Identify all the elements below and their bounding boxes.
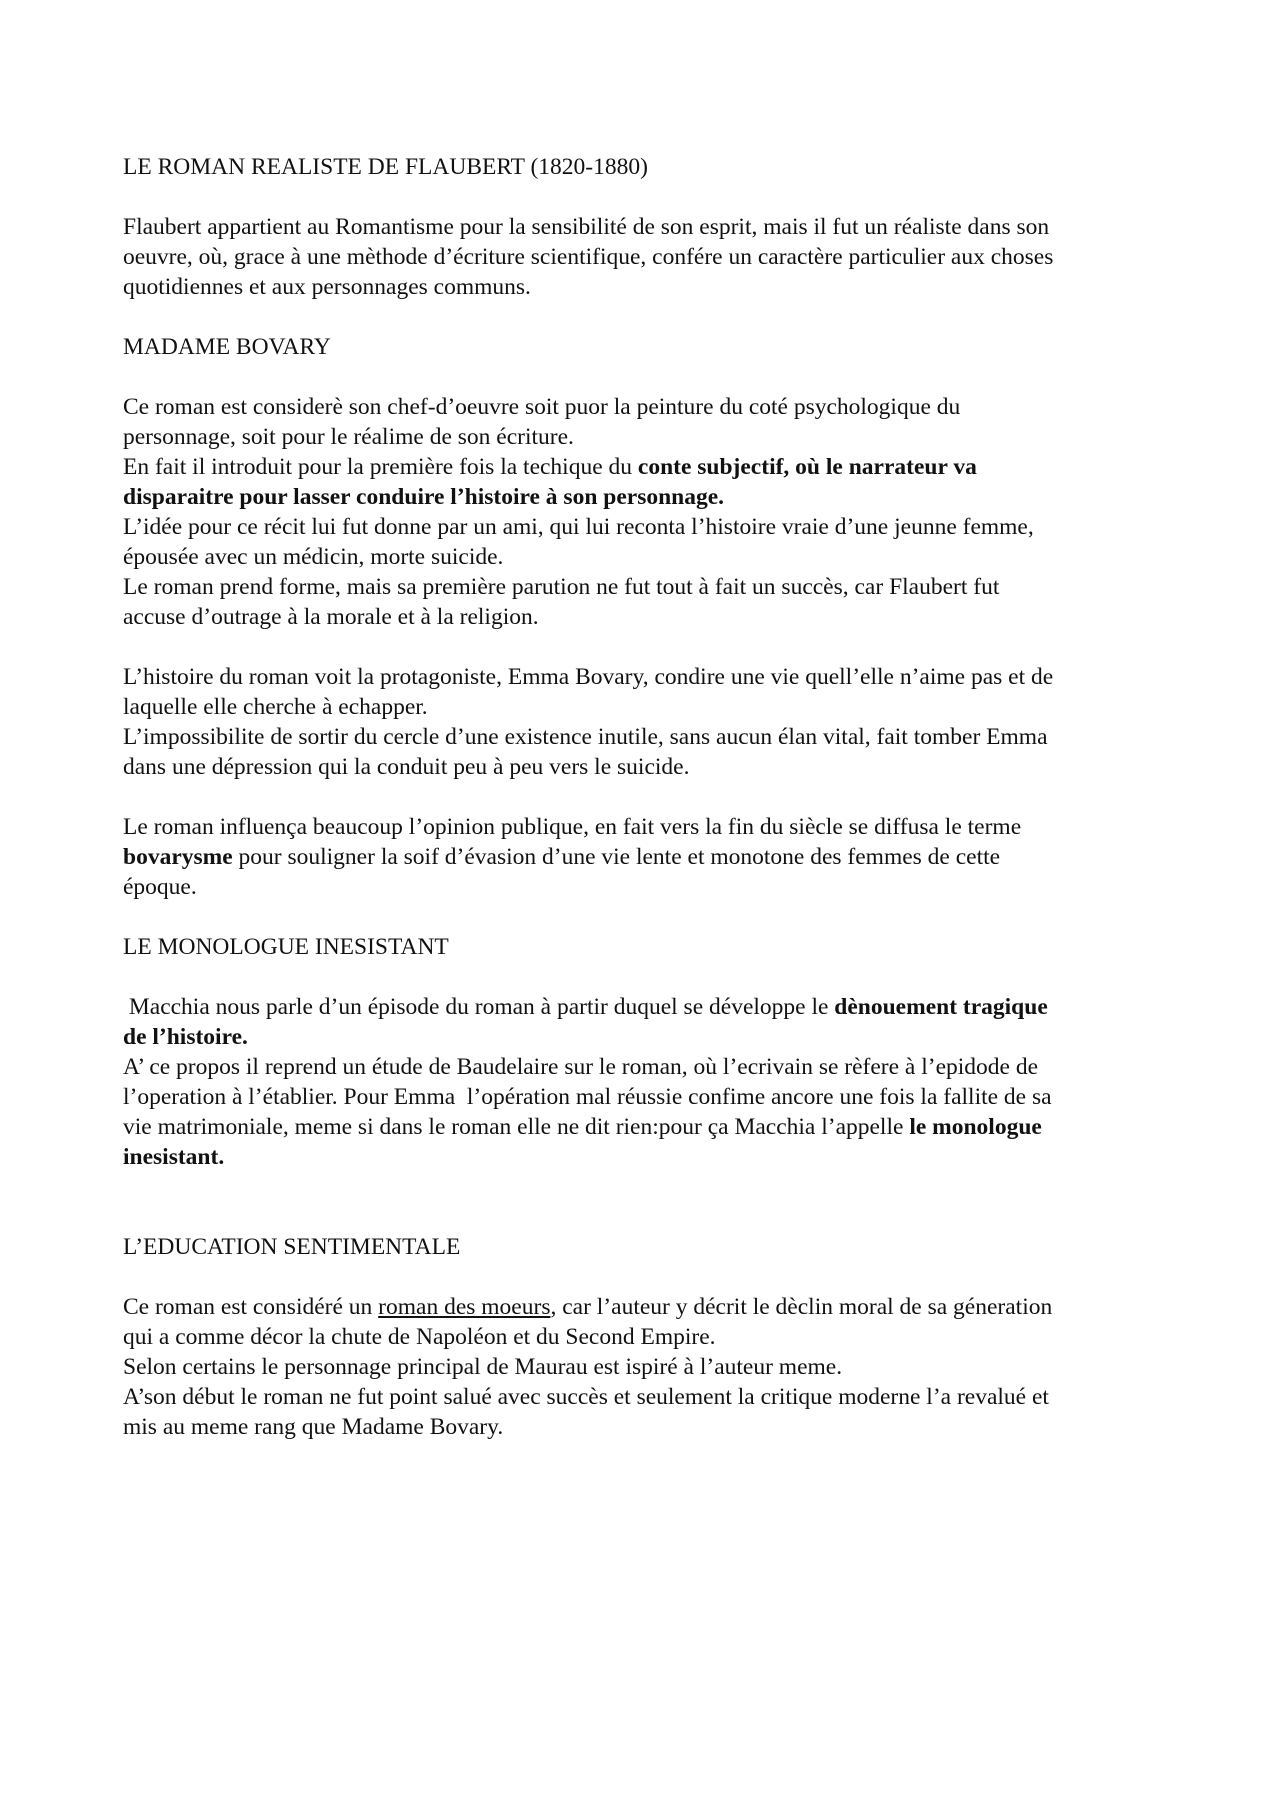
bovary-paragraph-3: Le roman influença beaucoup l’opinion publique, en fait vers la fin du siècle se diffusa le terme bovarysme pour souligner la soif d’évasion d’une vie lente et monotone des femmes de cette époque. — [123, 814, 1022, 900]
document-page — [123, 152, 1163, 1442]
education-paragraph: Ce roman est considéré un roman des moeurs, car l’auteur y décrit le dèclin moral de sa géneration qui a comme décor la chute de Napoléon et du Second Empire. Selon certains le personnage principal de Maurau est ispiré à l’auteur meme. A’son début le roman ne fut point salué avec succès et seulement la critique moderne l’a revalué et mis au meme rang que Madame Bovary. — [123, 1294, 1053, 1440]
monologue-paragraph: Macchia nous parle d’un épisode du roman à partir duquel se développe le dènouement tragique de l’histoire. A’ ce propos il reprend un étude de Baudelaire sur le roman, où l’ecrivain se rèfere à l’epidode de l’operation à l’établier. Pour Emma l’opération mal réussie confime ancore une fois la fallite de sa vie matrimoniale, meme si dans le roman elle ne dit rien:pour ça Macchia l’appelle le monologue inesistant. — [123, 994, 1052, 1170]
section-heading-education: L’EDUCATION SENTIMENTALE — [123, 1234, 461, 1260]
bovary-paragraph-1: Ce roman est considerè son chef-d’oeuvre soit puor la peinture du coté psychologique du personnage, soit pour le réalime de son écriture. En fait il introduit pour la première fois la techique du conte subjectif, où le narrateur va disparaitre pour lasser conduire l’histoire à son personnage. L’idée pour ce récit lui fut donne par un ami, qui lui reconta l’histoire vraie d’une jeunne femme, épousée avec un médicin, morte suicide. Le roman prend forme, mais sa première parution ne fut tout à fait un succès, car Flaubert fut accuse d’outrage à la morale et à la religion. — [123, 394, 1034, 630]
intro-paragraph: Flaubert appartient au Romantisme pour la sensibilité de son esprit, mais il fut un réaliste dans son oeuvre, où, grace à une mèthode d’écriture scientifique, confére un caractère particulier aux choses quotidiennes et aux personnages communs. — [123, 214, 1054, 300]
document-title: LE ROMAN REALISTE DE FLAUBERT (1820-1880) — [123, 154, 648, 180]
section-heading-monologue: LE MONOLOGUE INESISTANT — [123, 934, 449, 960]
section-heading-bovary: MADAME BOVARY — [123, 334, 331, 360]
bovary-paragraph-2: L’histoire du roman voit la protagoniste, Emma Bovary, condire une vie quell’elle n’aime pas et de laquelle elle cherche à echapper. L’impossibilite de sortir du cercle d’une existence inutile, sans aucun élan vital, fait tomber Emma dans une dépression qui la conduit peu à peu vers le suicide. — [123, 664, 1054, 780]
